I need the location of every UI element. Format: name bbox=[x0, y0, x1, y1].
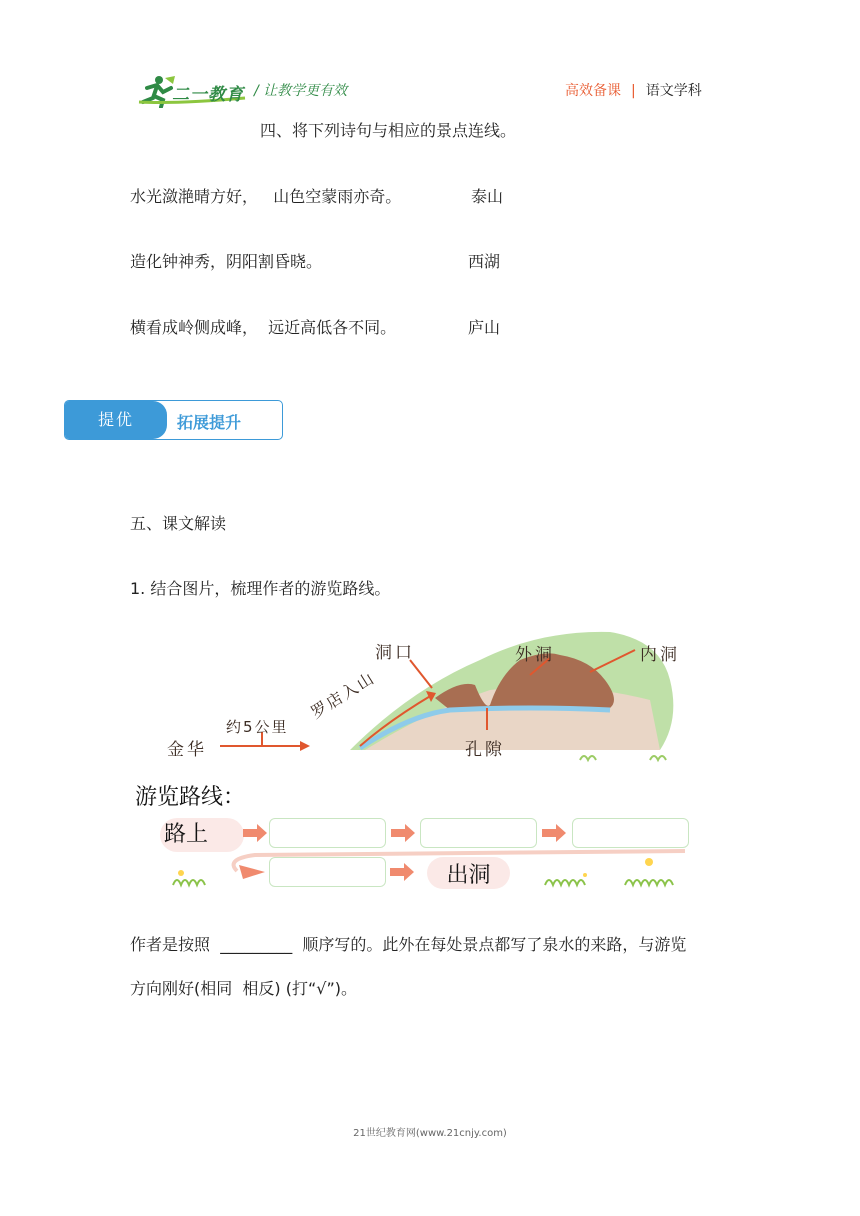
header-category: 高效备课 bbox=[565, 83, 621, 99]
answer-line-1-start: 作者是按照 bbox=[130, 935, 211, 954]
banner-topic-label: 拓展提升 bbox=[177, 413, 242, 432]
header-subject: 语文学科 bbox=[645, 83, 702, 99]
arrow-icon bbox=[542, 824, 566, 842]
answer-blank[interactable]: _________ bbox=[220, 935, 293, 954]
route-end-label: 出洞 bbox=[446, 863, 491, 888]
brand-name: 二一教育 bbox=[172, 85, 244, 105]
label-waidong: 外洞 bbox=[515, 645, 555, 665]
section-4-title: 四、将下列诗句与相应的景点连线。 bbox=[260, 121, 517, 140]
place-2: 西湖 bbox=[468, 252, 501, 271]
question-1: 1. 结合图片，梳理作者的游览路线。 bbox=[130, 579, 391, 598]
place-1: 泰山 bbox=[471, 187, 504, 206]
route-start-label: 路上 bbox=[164, 822, 209, 847]
arrow-icon bbox=[391, 824, 415, 842]
answer-line-2: 方向刚好(相同 相反) (打“√”)。 bbox=[130, 979, 358, 998]
section-banner bbox=[64, 400, 283, 440]
section-5-title: 五、课文解读 bbox=[130, 514, 227, 533]
label-kongxi: 孔隙 bbox=[465, 740, 505, 760]
poem-line-2: 造化钟神秀，阴阳割昏晓。 bbox=[130, 252, 323, 271]
page-footer: 21世纪教育网(www.21cnjy.com) bbox=[353, 1128, 507, 1139]
label-luodian: 罗店入山 bbox=[307, 667, 379, 723]
brand-slogan: / 让教学更有效 bbox=[254, 83, 348, 99]
answer-line-1-end: 顺序写的。此外在每处景点都写了泉水的来路，与游览 bbox=[302, 935, 687, 954]
place-3: 庐山 bbox=[468, 318, 501, 337]
answer-line-1 bbox=[130, 932, 686, 955]
curve-arrow-icon bbox=[239, 865, 265, 879]
label-neidong: 内洞 bbox=[640, 645, 680, 665]
arrow-icon bbox=[243, 824, 267, 842]
label-jinhua: 金华 bbox=[167, 740, 207, 760]
label-dongkou: 洞口 bbox=[375, 643, 415, 663]
header-separator: | bbox=[631, 83, 636, 99]
header-right bbox=[565, 80, 702, 100]
label-distance: 约5公里 bbox=[226, 718, 289, 736]
route-title: 游览路线： bbox=[135, 785, 246, 810]
poem-line-1: 水光潋滟晴方好， 山色空蒙雨亦奇。 bbox=[130, 187, 402, 206]
banner-level-label: 提优 bbox=[65, 401, 167, 439]
cave-route-illustration bbox=[150, 620, 710, 770]
poem-line-3: 横看成岭侧成峰， 远近高低各不同。 bbox=[130, 318, 397, 337]
arrow-icon bbox=[390, 863, 414, 881]
route-arrows bbox=[165, 815, 705, 895]
